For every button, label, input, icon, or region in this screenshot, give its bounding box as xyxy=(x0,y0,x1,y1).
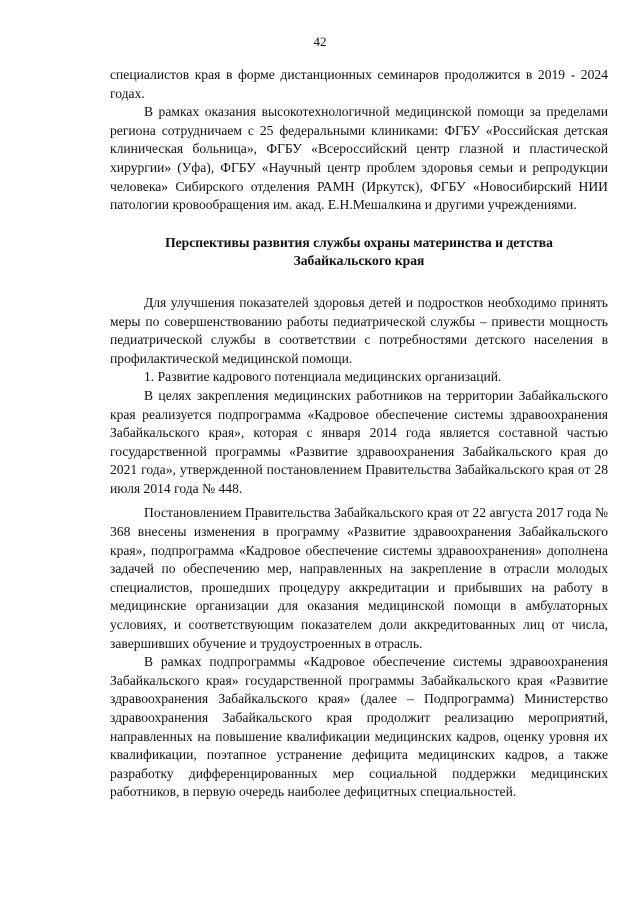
section-heading-line-2: Забайкальского края xyxy=(293,253,425,269)
paragraph-subprogram: В целях закрепления медицинских работников на территории Забайкальского края реализуется подпрограмма «Кадровое обеспечение системы здравоохранения Забайкальского края», которая с января 2014 года является составной частью государственной программы «Развитие здравоохранения Забайкальского края до 2021 года», утвержденной постановлением Правительства Забайкальского края от 28 июля 2014 года № 448. xyxy=(110,387,608,496)
page-number: 42 xyxy=(313,34,327,49)
paragraph-continuation: специалистов края в форме дистанционных семинаров продолжится в 2019 - 2024 годах. xyxy=(110,67,608,101)
document-body xyxy=(110,66,608,802)
paragraph-ministry-plans: В рамках подпрограммы «Кадровое обеспечение системы здравоохранения Забайкальского края» государственной программы Забайкальского края «Развитие здравоохранения Забайкальского края» (далее – Подпрограмма) Министерство здравоохранения Забайкальского края продолжит реализацию мероприятий, направленных на повышение квалификации медицинских кадров, оценку уровня их квалификации, поэтапное устранение дефицита медицинских кадров, а также разработку дифференцированных мер социальной поддержки медицинских работников, в первую очередь наиболее дефицитных специальностей. xyxy=(110,654,608,800)
paragraph-resolution: Постановлением Правительства Забайкальского края от 22 августа 2017 года № 368 внесены изменения в программу «Развитие здравоохранения Забайкальского края», подпрограмма «Кадровое обеспечение системы здравоохранения» дополнена задачей по обеспечению мер, направленных на закрепление в отрасли молодых специалистов, прошедших процедуру аккредитации и прибывших на работу в медицинские организации для оказания медицинской помощи в амбулаторных условиях, и соответствующим показателем доли аккредитованных лиц от числа, завершивших обучение и трудоустроенных в отрасль. xyxy=(110,505,608,651)
section-heading xyxy=(110,234,608,271)
paragraph-list-item-1: 1. Развитие кадрового потенциала медицинских организаций. xyxy=(144,369,502,385)
section-heading-line-1: Перспективы развития службы охраны материнства и детства xyxy=(165,234,553,250)
paragraph-high-tech-care: В рамках оказания высокотехнологичной медицинской помощи за пределами региона сотрудничаем с 25 федеральными клиниками: ФГБУ «Российская детская клиническая больница», ФГБУ «Всероссийский центр глазной и пластической хирургии» (Уфа), ФГБУ «Научный центр проблем здоровья семьи и репродукции человека» Сибирского отделения РАМН (Иркутск), ФГБУ «Новосибирский НИИ патологии кровообращения им. акад. Е.Н.Мешалкина и другими учреждениями. xyxy=(110,104,608,213)
paragraph-improvement: Для улучшения показателей здоровья детей и подростков необходимо принять меры по совершенствованию работы педиатрической службы – привести мощность педиатрической службы в соответствии с потребностями детского населения в профилактической медицинской помощи. xyxy=(110,294,608,366)
